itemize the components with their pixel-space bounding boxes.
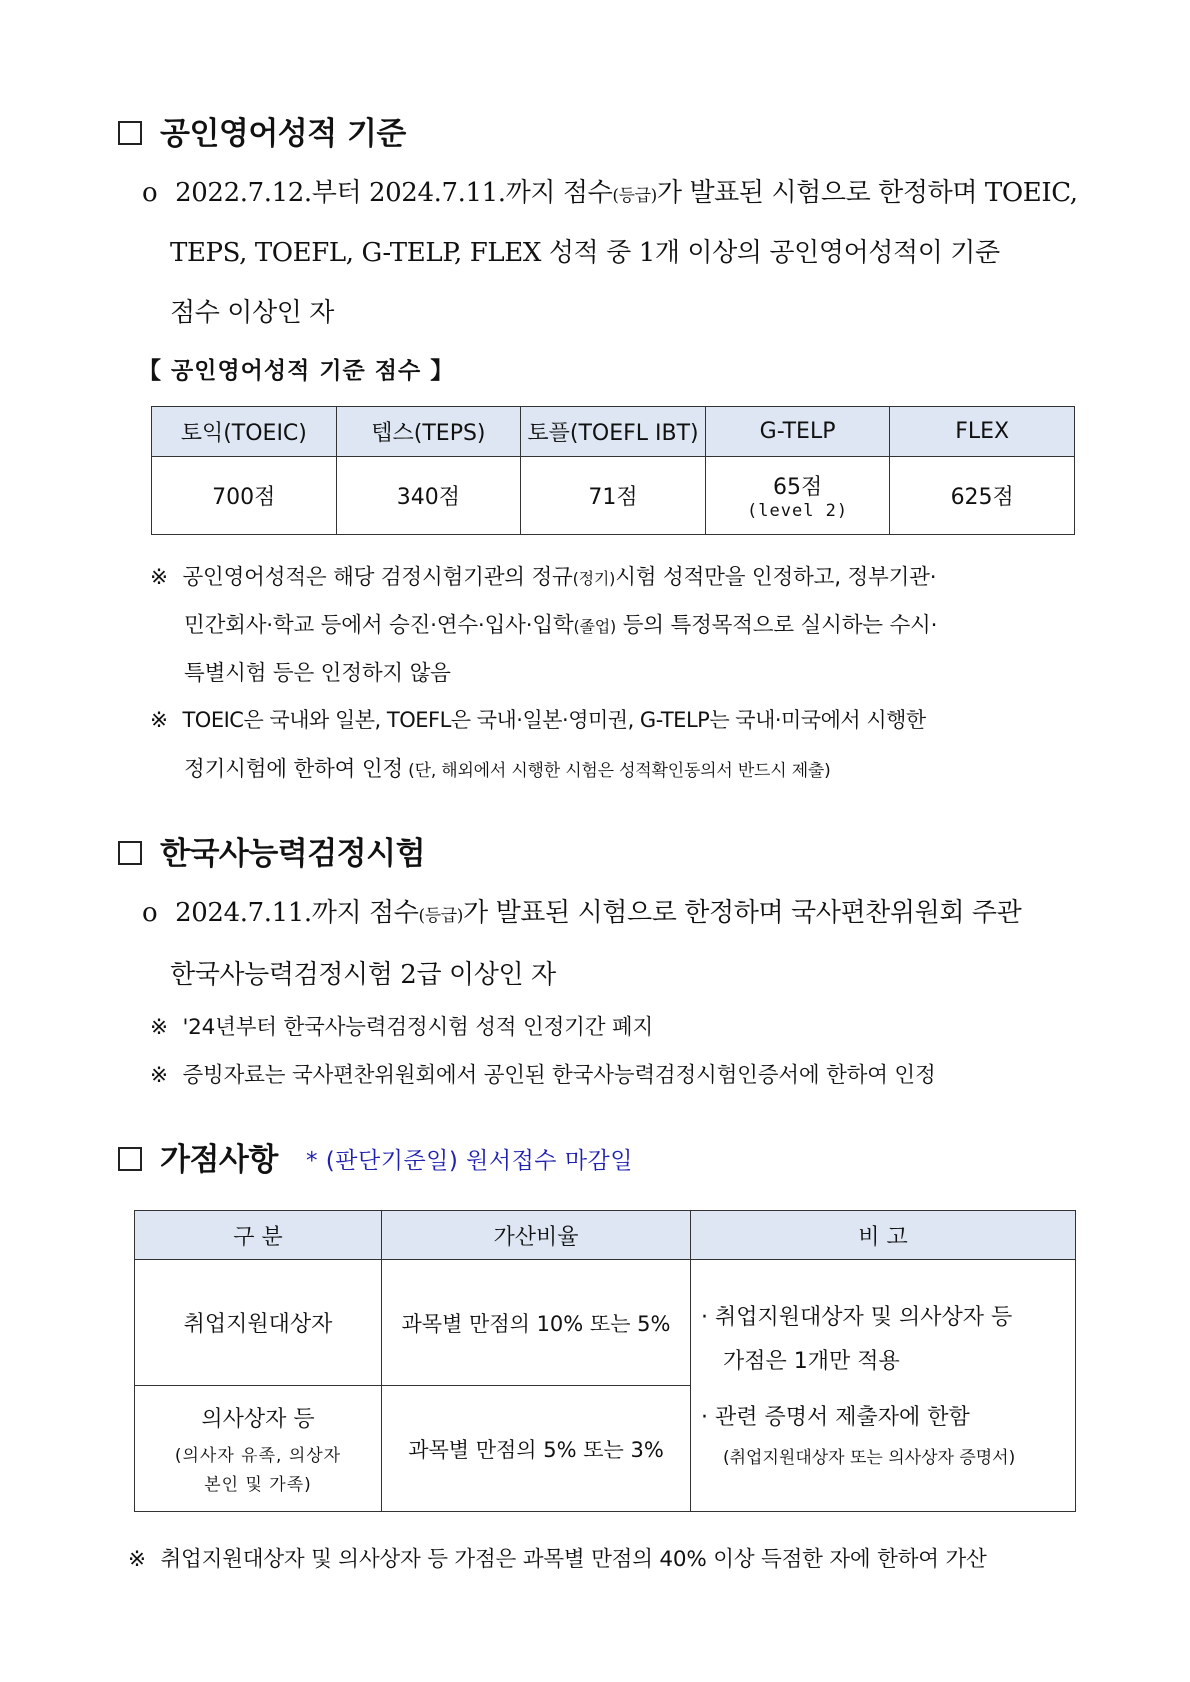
reference-mark: ※ — [150, 1015, 168, 1040]
english-note-2-line-1: ※ TOEIC은 국내와 일본, TOEFL은 국내·일본·영미권, G-TELP는 국내·미국에서 시행한 — [150, 708, 926, 733]
header-remarks: 비 고 — [691, 1211, 1076, 1260]
checkbox-square-icon — [118, 841, 142, 865]
english-note-1-line-3: 특별시험 등은 인정하지 않음 — [184, 661, 451, 686]
value-flex: 625점 — [890, 457, 1075, 535]
header-toefl: 토플(TOEFL IBT) — [521, 407, 706, 457]
ratio-patriots: 과목별 만점의 5% 또는 3% — [382, 1386, 691, 1512]
header-category: 구 분 — [135, 1211, 382, 1260]
reference-mark: ※ — [128, 1547, 146, 1572]
section-title-korean-history: 한국사능력검정시험 — [118, 828, 425, 873]
english-criteria-line-1: o 2022.7.12.부터 2024.7.11.까지 점수(등급)가 발표된 시험으로 한정하며 TOEIC, — [142, 178, 1078, 208]
checkbox-square-icon — [118, 121, 142, 145]
value-gtelp: 65점 (level 2) — [705, 457, 890, 535]
header-gtelp: G-TELP — [705, 407, 890, 457]
value-toeic: 700점 — [152, 457, 337, 535]
category-employment-support: 취업지원대상자 — [135, 1260, 382, 1386]
history-criteria-line-1: o 2024.7.11.까지 점수(등급)가 발표된 시험으로 한정하며 국사편찬위원회 주관 — [142, 898, 1022, 928]
gtelp-level: (level 2) — [747, 501, 849, 521]
table-caption: 【 공인영어성적 기준 점수 】 — [138, 358, 455, 384]
remarks-cell: · 취업지원대상자 및 의사상자 등 가점은 1개만 적용 · 관련 증명서 제출자에 한함 (취업지원대상자 또는 의사상자 증명서) — [691, 1260, 1076, 1512]
english-score-table — [151, 406, 1075, 535]
bullet: o — [142, 898, 158, 928]
checkbox-square-icon — [118, 1147, 142, 1171]
section-title-english: 공인영어성적 기준 — [118, 108, 406, 153]
value-teps: 340점 — [336, 457, 521, 535]
ratio-employment-support: 과목별 만점의 10% 또는 5% — [382, 1260, 691, 1386]
bullet: o — [142, 178, 158, 208]
history-note-2: ※ 증빙자료는 국사편찬위원회에서 공인된 한국사능력검정시험인증서에 한하여 인정 — [150, 1063, 936, 1088]
bonus-reference-date: * (판단기준일) 원서접수 마감일 — [306, 1148, 633, 1174]
reference-mark: ※ — [150, 565, 168, 590]
value-toefl: 71점 — [521, 457, 706, 535]
reference-mark: ※ — [150, 708, 168, 733]
header-teps: 텝스(TEPS) — [336, 407, 521, 457]
english-criteria-line-3: 점수 이상인 자 — [170, 298, 335, 328]
header-toeic: 토익(TOEIC) — [152, 407, 337, 457]
reference-mark: ※ — [150, 1063, 168, 1088]
english-note-2-line-2: 정기시험에 한하여 인정 (단, 해외에서 시행한 시험은 성적확인동의서 반드시 제출) — [184, 757, 831, 782]
section-title-bonus: 가점사항 — [118, 1134, 278, 1179]
english-note-1-line-1: ※ 공인영어성적은 해당 검정시험기관의 정규(정기)시험 성적만을 인정하고, 정부기관· — [150, 565, 937, 590]
english-note-1-line-2: 민간회사·학교 등에서 승진·연수·입사·입학(졸업) 등의 특정목적으로 실시하는 수시· — [184, 613, 938, 638]
bonus-note: ※ 취업지원대상자 및 의사상자 등 가점은 과목별 만점의 40% 이상 득점한 자에 한하여 가산 — [128, 1547, 987, 1572]
header-flex: FLEX — [890, 407, 1075, 457]
english-criteria-line-2: TEPS, TOEFL, G-TELP, FLEX 성적 중 1개 이상의 공인영어성적이 기준 — [170, 238, 1000, 268]
bonus-table — [134, 1210, 1076, 1512]
history-note-1: ※ '24년부터 한국사능력검정시험 성적 인정기간 폐지 — [150, 1015, 654, 1040]
category-patriots: 의사상자 등 (의사자 유족, 의상자 본인 및 가족) — [135, 1386, 382, 1512]
history-criteria-line-2: 한국사능력검정시험 2급 이상인 자 — [170, 960, 556, 990]
header-ratio: 가산비율 — [382, 1211, 691, 1260]
